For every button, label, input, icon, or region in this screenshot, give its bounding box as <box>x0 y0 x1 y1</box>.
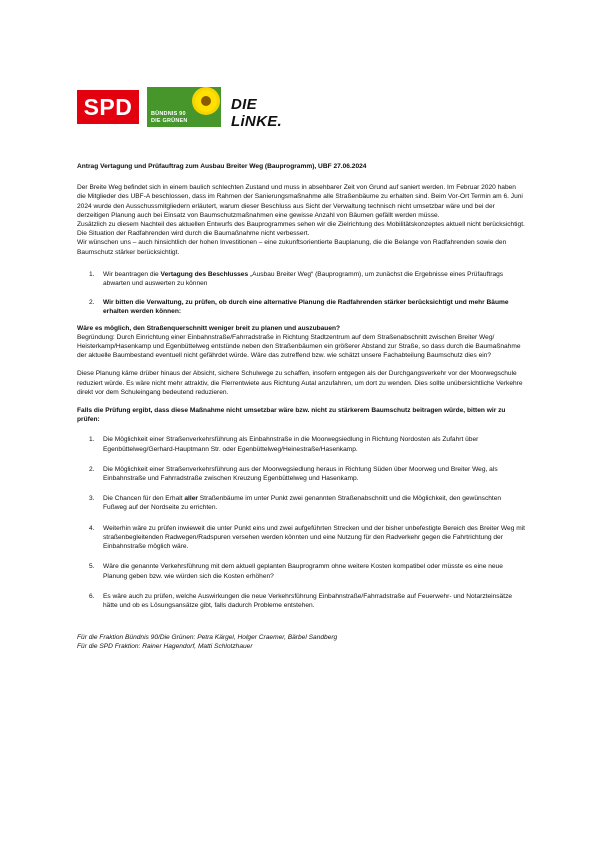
question-heading: Wäre es möglich, den Straßenquerschnitt weniger breit zu planen und auszubauen? <box>77 324 341 332</box>
check-text: Die Möglichkeit einer Straßenverkehrsführung als Einbahnstraße in die Moorwegsiedlung in Richtung Nordosten als Zufahrt über Egenbüttelweg/Gerhard-Hauptmann Str. oder Egenbüttelweg/Heinestraße/Hasenkamp. <box>103 436 479 453</box>
request-item-2 <box>77 298 525 316</box>
check-text-bold: aller <box>184 495 198 503</box>
check-item-2 <box>77 465 525 483</box>
document-title: Antrag Vertagung und Prüfauftrag zum Ausbau Breiter Weg (Bauprogramm), UBF 27.06.2024 <box>77 163 367 170</box>
check-text: Es wäre auch zu prüfen, welche Auswirkungen die neue Verkehrsführung Einbahnstraße/Fahrradstraße auf Feuerwehr- und Notarzteinsätze hätte und ob es Lösungsansätze gibt, falls dadurch Probleme entstehen. <box>103 592 513 609</box>
check-text: Wäre die genannte Verkehrsführung mit dem aktuell geplanten Bauprogramm ohne weitere Kosten kompatibel oder müsste es eine neue Planung geben bzw. wie würden sich die Kosten erhöhen? <box>103 563 503 580</box>
request-text-bold: Vertagung des Beschlusses <box>160 270 249 278</box>
request-item-1 <box>77 270 525 288</box>
planung-paragraph: Diese Planung käme drüber hinaus der Absicht, sichere Schulwege zu schaffen, insofern entgegen als der Durchgangsverkehr vor der Moorwegschule reduziert würde. Es wäre nicht mehr attraktiv, die Flerrentwiete aus Richtung Autal anzufahren, um dort zu wenden. Dies sollte unübersichtliche Verkehre direkt vor dem Schuleingang bedeutend reduzieren. <box>77 370 523 396</box>
gruene-logo-text: BÜNDNIS 90 DIE GRÜNEN <box>151 111 188 124</box>
check-item-3 <box>77 494 525 512</box>
request-number: 1. <box>89 270 95 278</box>
check-item-5 <box>77 562 525 580</box>
spd-logo: SPD <box>77 90 139 124</box>
check-item-4 <box>77 524 525 552</box>
intro-paragraph-2: Zusätzlich zu diesem Nachteil des aktuellen Entwurfs des Bauprogrammes sehen wir die Zielrichtung des Mobilitätskonzeptes aktuell nicht berücksichtigt. Die Situation der Radfahrenden wird durch die Baumaßnahme nicht verbessert. <box>77 221 525 238</box>
check-number: 1. <box>89 436 95 444</box>
request-text-post: „Ausbau Breiter Weg“ (Bauprogramm), um zunächst die Ergebnisse eines Prüfauftrags abwarten und auswerten zu können <box>103 270 504 288</box>
check-text: Weiterhin wäre zu prüfen inwieweit die unter Punkt eins und zwei aufgeführten Strecken und der bisher unbefestigte Bereich des Breiter Weg mit straßenbegleitenden Radwegen/Radspuren versehen werden könnten und eine Nutzung für den Radverkehr gegen die Fahrtrichtung der Einbahnstraße möglich wäre. <box>103 524 525 551</box>
intro-paragraph-3: Wir wünschen uns – auch hinsichtlich der hohen Investitionen – eine zukunftsorientierte Bauplanung, die die Belange von Radfahrenden sowie den Baumschutz stärker berücksichtigt. <box>77 239 507 256</box>
begruendung-paragraph: Begründung: Durch Einrichtung einer Einbahnstraße/Fahrradstraße in Richtung Stadtzentrum auf dem Straßenabschnitt zwischen Breiter Weg/ Heisterkamp/Hasenkamp und Egenbüttelweg entstünde neben den Straßenbäumen ein größerer Abstand zur Straße, so dass durch die Baumaßnahme der aktuelle Baumbestand eventuell nicht gefährdet würde. Wäre das zutreffend bzw. wie schätzt unsere Fachabteilung Baumschutz dies ein? <box>77 333 521 360</box>
check-number: 3. <box>89 495 95 503</box>
document-body <box>77 162 525 652</box>
check-item-1 <box>77 435 525 453</box>
request-text-pre: Wir beantragen die <box>103 270 161 278</box>
check-number: 5. <box>89 563 95 571</box>
fallback-heading: Falls die Prüfung ergibt, dass diese Maßnahme nicht umsetzbar wäre bzw. nicht zu stärkerem Baumschutz beitragen würde, bitten wir zu prüfen: <box>77 407 506 424</box>
signature-spd: Für die SPD Fraktion: Rainer Hagendorf, Matti Schlotzhauer <box>77 643 253 651</box>
intro-paragraph-1: Der Breite Weg befindet sich in einem baulich schlechten Zustand und muss in absehbarer Zeit von Grund auf saniert werden. Im Februar 2020 haben die Mitglieder des UBF-A beschlossen, dass im Rahmen der Sanierungsmaßnahme alle Straßenbäume zu erhalten sind. Beim Vor-Ort Termin am 6. Juni 2024 wurde den Ausschussmitgliedern erläutert, warum dieser Beschluss aus Sicht der Verwaltung technisch nicht umsetzbar wäre und bei der derzeitigen Planung auch bei Einsatz von Baumschutzmaßnahmen eine gewisse Anzahl von Bäumen gefällt werden müsse. <box>77 184 523 219</box>
check-number: 4. <box>89 524 95 532</box>
signature-gruene: Für die Fraktion Bündnis 90/Die Grünen: Petra Kärgel, Holger Craemer, Bärbel Sandberg <box>77 634 338 642</box>
sunflower-center-icon <box>201 96 211 106</box>
check-text: Die Möglichkeit einer Straßenverkehrsführung aus der Moorwegsiedlung heraus in Richtung Süden über Moorweg und Breiter Weg, als Einbahnstraße und Fahrradstraße zwischen Kreuzung Egenbüttelweg und Hasenkamp. <box>103 465 498 483</box>
check-text-post: Straßenbäume im unter Punkt zwei genannten Straßenabschnitt und die Möglichkeit, den gewünschten Fußweg auf der Nordseite zu errichten. <box>103 495 502 512</box>
linke-logo: DIE LiNKE. <box>231 96 282 130</box>
check-number: 6. <box>89 592 95 600</box>
check-number: 2. <box>89 465 95 473</box>
check-list <box>77 435 525 610</box>
request-text-bold: Wir bitten die Verwaltung, zu prüfen, ob durch eine alternative Planung die Radfahrenden stärker berücksichtigt und mehr Bäume erhalten werden können: <box>103 299 509 316</box>
request-number: 2. <box>89 299 95 307</box>
check-text-pre: Die Chancen für den Erhalt <box>103 495 185 503</box>
check-item-6 <box>77 592 525 610</box>
gruene-logo <box>147 87 221 127</box>
request-list <box>77 270 525 317</box>
